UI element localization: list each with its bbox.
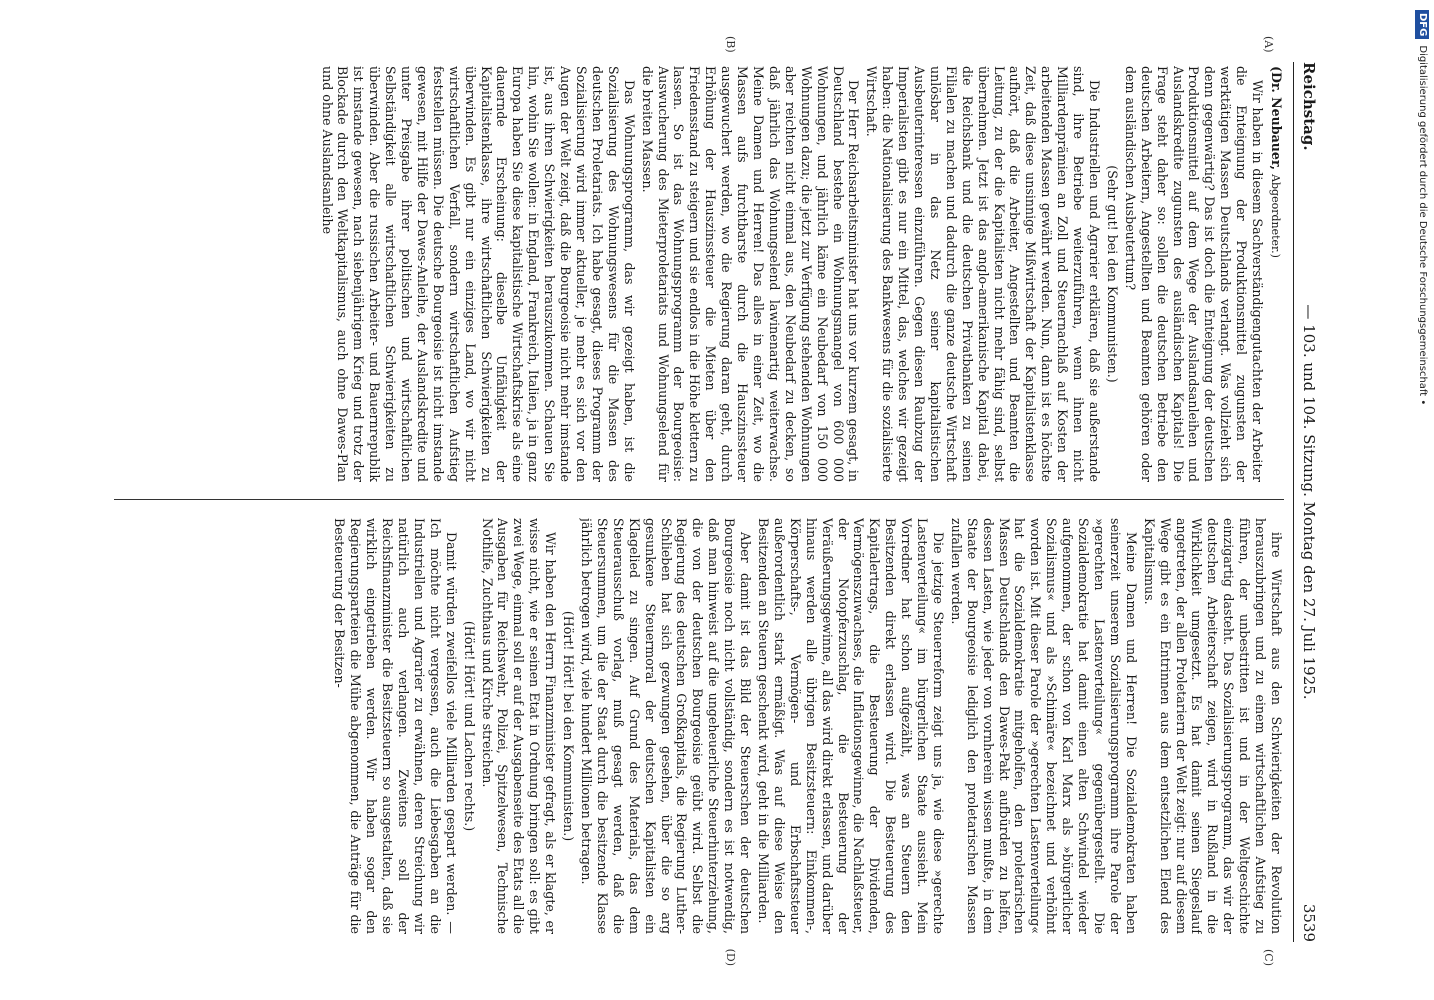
interjection: (Hört! Hört! bei den Kommunisten.) [561,610,577,842]
page-number: 3539 [1300,903,1318,942]
speaker-role: Abgeordneter.) [1269,174,1282,258]
header-left: Reichstag. [1300,62,1318,151]
digitization-note: Digitalisierung gefördert durch die Deutsche Forschungsgemeinschaft • [1417,45,1428,406]
scanned-page [108,36,1318,966]
speaker-line [1267,66,1284,482]
paragraph: Wir haben den Herrn Finanzminister gefragt, als er klagte, er wisse nicht, wie er seinen Etat in Ordnung bringen soll: es gibt zwei Wege, einmal soll er auf der Ausgabenseite des Etats all die Ausgaben für Reichswehr, Polizei, Spitzelwesen, Technische Nothilfe, Zuchthaus und Kirche streichen. [479,518,559,934]
paragraph: Der Herr Reichsarbeitsminister hat uns vor kurzem gesagt, in Deutschland bestehe ein Wohnungsmangel von 600 000 Wohnungen, und jährlich käme ein Neubedarf von 150 000 Wohnungen dazu; die jetzt zur Verfügung stehenden Wohnungen aber reichten nicht einmal aus, den Neubedarf zu decken, so daß jährlich das Wohnungselend lawinenartig weiterwachse. Meine Damen und Herren! Das alles in einer Zeit, wo die Massen aufs furchtbarste durch die Hauszinssteuer ausgewuchert werden, wo die Regierung daran geht, durch Erhöhung der Hauszinssteuer die Mieten über den Friedensstand zu steigern und sie endlos in die Höhe klettern zu lassen. So ist das Wohnungsprogramm der Bourgeoisie: Auswucherung des Mieterproletariats und Wohnungselend für die breiten Massen. [639,66,862,482]
margin-marker-a: (A) [1262,36,1275,53]
dfg-logo: DFG [1415,10,1429,39]
paragraph: Damit würden zweifellos viele Milliarden gespart werden. — Ich möchte nicht vergessen, auch die Liebesgaben an die Industriellen und Agrarier zu erwähnen, deren Streichung wir natürlich auch verlangen. Zweitens soll der Reichsfinanzminister die Besitzsteuern so ausgestalten, daß sie wirklich eingetrieben werden. Wir haben sogar den Regierungsparteien die Mühe abgenommen, die Anträge für die Besteuerung der Besitzen- [332,518,459,934]
digitization-stamp [1412,10,1432,990]
paragraph: Wir haben in diesem Sachverständigengutachten der Arbeiter die Enteignung der Produktionsmittel zugunsten der werktätigen Massen Deutschlands verlangt. Was vollzieht sich denn gegenwärtig? Das ist doch die Enteignung der deutschen Produktionsmittel auf dem Wege der Auslandsanleihen und Auslandskredite zugunsten des ausländischen Kapitals! Die Frage steht daher so: sollen die deutschen Betriebe den deutschen Arbeitern, Angestellten und Beamten gehören oder dem ausländischen Ausbeutertum? [1122,66,1266,482]
column-divider [114,499,1284,500]
paragraph: ihre Wirtschaft aus den Schwierigkeiten der Revolution herauszubringen und zu einem wirtschaftlichen Aufstieg zu führen, der unbestritten ist und in der Weltgeschichte einzigartig dasteht. Das Sozialisierungsprogramm, das wir der deutschen Arbeiterschaft zeigen, wird in Rußland in die Wirklichkeit umgesetzt. Es hat damit seinen Siegeslauf angetreten, der allen Proletariern der Welt zeigt: nur auf diesem Wege gibt es ein Entrinnen aus dem entsetzlichen Elend des Kapitalismus. [1141,518,1284,934]
paragraph: Das Wohnungsprogramm, das wir gezeigt haben, ist die Sozialisierung des Wohnungswesens für die Massen des deutschen Proletariats. Ich habe gesagt, dieses Programm der Sozialisierung wird immer aktueller, je mehr es sich vor den Augen der Welt zeigt, daß die Bourgeoisie nicht mehr imstande ist, aus ihren Schwierigkeiten herauszukommen. Schauen Sie hin, wohin Sie wollen: in England, Frankreich, Italien, ja in ganz Europa haben Sie diese kapitalistische Wirtschaftskrise als eine dauernde Erscheinung: dieselbe Unfähigkeit der Kapitalistenklasse, ihre wirtschaftlichen Schwierigkeiten zu überwinden. Es gibt nur ein einziges Land, wo wir nicht wirtschaftlichen Verfall, sondern wirtschaftlichen Aufstieg feststellen müssen. Die deutsche Bourgeoisie ist nicht imstande gewesen, mit Hilfe der Dawes-Anleihe, der Auslandskredite und unter Preisgabe ihrer politischen und wirtschaftlichen Selbständigkeit alle wirtschaftlichen Schwierigkeiten zu überwinden. Aber die russischen Arbeiter- und Bauernrepublik ist imstande gewesen, nach siebenjährigem Krieg und trotz der Blockade durch den Weltkapitalismus, auch ohne Dawes-Plan und ohne Auslandsanleihe [319,66,637,482]
interjection: (Hört! Hört! und Lachen rechts.) [461,620,477,832]
left-column [114,66,1284,482]
speaker-name: (Dr. Neubauer, [1269,66,1284,171]
margin-marker-b: (B) [724,36,737,53]
interjection: (Sehr gut! bei den Kommunisten.) [1104,165,1120,383]
page-header [1293,62,1318,942]
margin-marker-c: (C) [1262,949,1275,966]
header-title: — 103. und 104. Sitzung. Montag den 27. Juli 1925. [1300,304,1318,700]
reichstag-page [108,36,1318,966]
paragraph: Die Industriellen und Agrarier erklären, daß sie außerstande sind, ihre Betriebe weiterzuführen, wenn ihnen nicht Milliardenprämien an Zoll und Steuernachlaß auf Kosten der arbeitenden Massen gewährt werden. Nun, dann ist es höchste Zeit, daß diese unsinnige Mißwirtschaft der Kapitalistenklasse aufhört, daß die Arbeiter, Angestellten und Beamten die Leitung, zu der die Kapitalisten nicht mehr fähig sind, selbst übernehmen. Jetzt ist das anglo-amerikanische Kapital dabei, die Reichsbank und die deutschen Privatbanken zu seinen Filialen zu machen und dadurch die ganze deutsche Wirtschaft unlösbar in das Netz seiner kapitalistischen Ausbeuterinteressen einzuführen. Gegen diesen Raubzug der Imperialisten gibt es nur ein Mittel, das, welches wir gezeigt haben: die Nationalisierung des Bankwesens für die sozialisierte Wirtschaft. [864,66,1103,482]
right-column [114,518,1284,934]
paragraph: Die jetzige Steuerreform zeigt uns ja, wie diese »gerechte Lastenverteilung« im bürgerlichen Staate aussieht. Mein Vorredner hat schon aufgezählt, was an Steuern den Besitzenden direkt erlassen wird. Die Besteuerung des Kapitalertrags, die Besteuerung der Dividenden, Vermögenszuwachses, die Inflationsgewinne, die Nachlaßsteuer, der Notopferzuschlag, die Besteuerung der Veräußerungsgewinne, all das wird direkt erlassen, und darüber hinaus werden alle übrigen Besitzsteuern: Einkommen-, Körperschafts-, Vermögen- und Erbschaftssteuer außerordentlich stark ermäßigt. Was auf diese Weise den Besitzenden an Steuern geschenkt wird, geht in die Milliarden. [756,518,946,934]
paragraph: Meine Damen und Herren! Die Sozialdemokraten haben seinerzeit unserem Sozialisierungsprogramm ihre Parole der »gerechten Lastenverteilung« gegenübergestellt. Die Sozialdemokratie hat damit einen alten Schwindel wieder aufgenommen, der schon von Karl Marx als »bürgerlicher Sozialismus« und als »Schimäre« bezeichnet und verhöhnt worden ist. Mit dieser Parole der »gerechten Lastenverteilung« hat die Sozialdemokratie mitgeholfen, den proletarischen Massen Deutschlands den Dawes-Pakt aufbürden zu helfen, dessen Lasten, wie jeder von vornherein wissen mußte, in dem Staate der Bourgeoisie lediglich den proletarischen Massen zufallen werden. [948,518,1139,934]
margin-marker-d: (D) [724,948,737,966]
paragraph: Aber damit ist das Bild der Steuerschen der deutschen Bourgeoisie noch nicht vollständig, sondern es ist notwendig, daß man hinweist auf die ungeheuerliche Steuerhinterziehung, die von der deutschen Bourgeoisie geübt wird. Selbst die Regierung des deutschen Großkapitals, die Regierung Luther-Schlieben hat sich gezwungen gesehen, über die so arg gesunkene Steuermoral der deutschen Kapitalisten ein Klagelied zu singen. Auf Grund des Materials, das dem Steuerausschuß vorlag, muß gesagt werden, daß die Steuersummen, um die der Staat durch die besitzende Klasse jährlich betrogen wird, viele hundert Millionen betragen. [579,518,754,934]
